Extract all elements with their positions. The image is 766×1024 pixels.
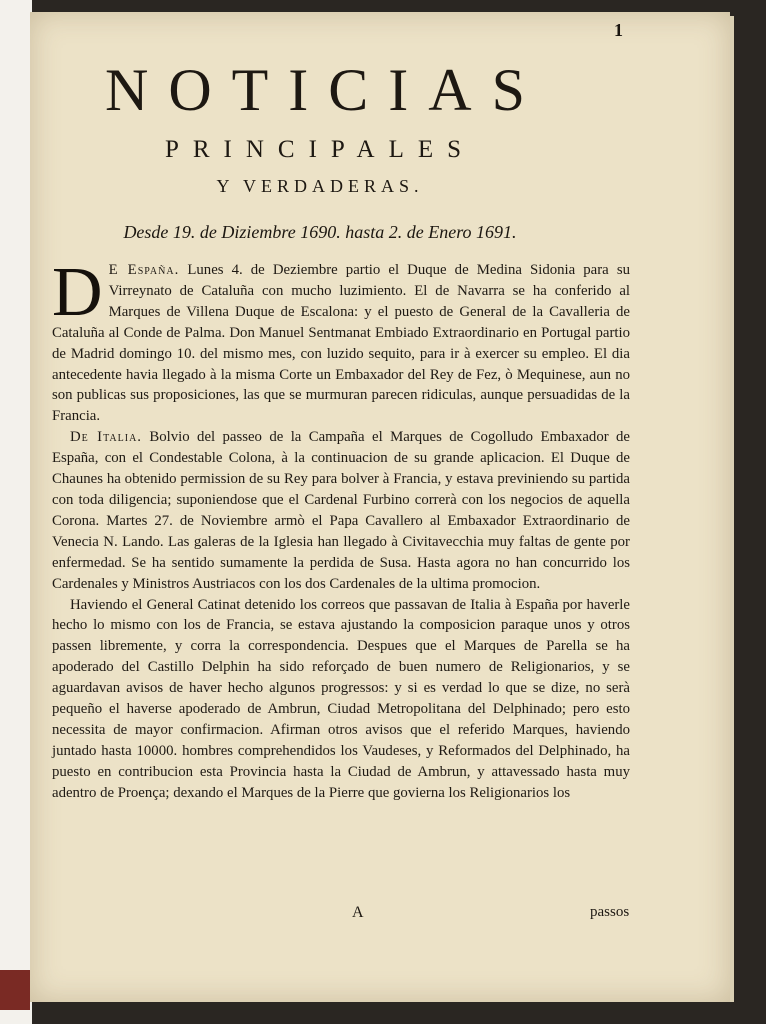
subtitle-verdaderas: Y VERDADERAS. [216,176,424,196]
subtitle-principales: PRINCIPALES [164,136,476,163]
catchword: passos [590,904,630,920]
section-heading-espana: E España. [108,262,180,278]
adjacent-page-edge [0,0,34,1024]
paragraph-text: Bolvio del passeo de la Campaña el Marques de Cogolludo Embaxador de España, con el Condestable Colona, à la continuacion de su grande aplicacion. El Duque de Chaunes ha obtenido permission de su Rey para bolver à Francia, y estava previniendo su partida con toda diligencia; suponiendose que el Cardenal Furbino correrà con los negocios de aquella Corona. Martes 27. de Noviembre armò el Papa Cavallero al Embaxador Extraordinario de Venecia N. Lando. Las galeras de la Iglesia han llegado à Civitavecchia muy faltas de gente por enfermedad. Se ha sentido sumamente la perdida de Susa. Hasta agora no han concurrido los Cardenales y Ministros Austriacos con los dos Cardenales de la ultima promocion. [52,429,630,592]
date-line: Desde 19. de Diziembre 1690. hasta 2. de Enero 1691. [123,222,517,242]
binding-strip [0,970,30,1010]
drop-cap: D [52,254,103,331]
page-title: NOTICIAS [105,57,545,123]
signature-mark: A [352,904,364,921]
paragraph-catinat [52,595,630,804]
paragraph-italia [52,427,630,594]
section-heading-italia: De Italia. [70,429,142,446]
paragraph-text: Haviendo el General Catinat detenido los correos que passavan de Italia à España por haverle hecho lo mismo con los de Francia, se estava ajustando la composicion paraque unos y otros passen libremente, y corra la correspondencia. Despues que el Marques de Parella se ha apoderado del Castillo Delphin ha sido reforçado de buen numero de Religionarios, y se aguardavan avisos de haver hecho algunos progressos: y si es verdad lo que se dize, no serà pequeño el haverse apoderado de Ambrun, Ciudad Metropolitana del Delphinado; pero esto necessita de mayor confirmacion. Afirman otros avisos que el referido Marques, haviendo juntado hasta 10000. hombres comprehendidos los Vaudeses, y Reformados del Delphinado, ha puesto en contribucion esta Provincia hasta la Ciudad de Ambrun, y attavessado hasta muy adentro de Proença; dexando el Marques de la Pierre que govierna los Religionarios los [52,596,630,801]
article-body [52,254,630,804]
paragraph-espana [52,254,630,427]
paragraph-text: Lunes 4. de Deziembre partio el Duque de Medina Sidonia para su Virreynato de Cataluña con mucho luzimiento. El de Navarra se ha conferido al Marques de Villena Duque de Escalona: y el puesto de General de la Cavalleria de Cataluña al Conde de Palma. Don Manuel Sentmanat Embiado Extraordinario en Portugal partio de Madrid domingo 10. del mismo mes, con luzido sequito, para ir à exercer su empleo. El dia antecedente havia llegado à la misma Corte un Embaxador del Rey de Fez, ò Mequinese, aun no son publicas sus proposiciones, las que se murmuran parecen ridiculas, aunque persuadidas de la Francia. [52,262,630,425]
page-number: 1 [614,20,623,40]
